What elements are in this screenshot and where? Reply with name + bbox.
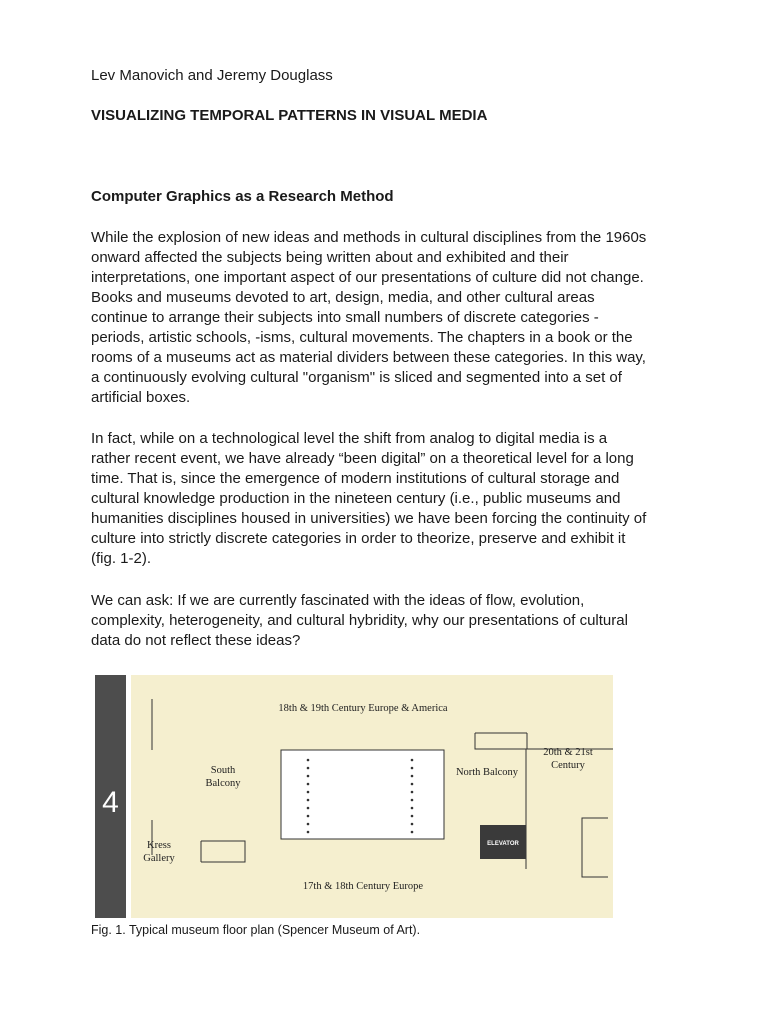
gallery-dot xyxy=(307,783,310,786)
paragraph-line: data do not reflect these ideas? xyxy=(91,632,301,649)
paragraph-line: We can ask: If we are currently fascinated with the ideas of flow, evolution, xyxy=(91,592,585,609)
paragraph-line: a continuously evolving cultural "organism" is sliced and segmented into a set of xyxy=(91,369,622,386)
figure-caption: Fig. 1. Typical museum floor plan (Spencer Museum of Art). xyxy=(91,923,421,937)
label-18th-19th-century: 18th & 19th Century Europe & America xyxy=(278,703,448,714)
label-south-balcony-1: South xyxy=(210,765,236,776)
elevator-label: ELEVATOR xyxy=(487,841,519,847)
paragraph-line: Books and museums devoted to art, design, media, and other cultural areas xyxy=(91,289,595,306)
paragraph-line: rather recent event, we have already “been digital” on a theoretical level for a long xyxy=(91,450,634,467)
section-heading: Computer Graphics as a Research Method xyxy=(91,188,394,205)
gallery-dot xyxy=(411,767,414,770)
gallery-dot xyxy=(307,807,310,810)
floor-number: 4 xyxy=(102,786,119,819)
paragraph-line: humanities disciplines housed in universities) we have been forcing the continuity of xyxy=(91,510,647,527)
gallery-dot xyxy=(411,791,414,794)
paragraph-2 xyxy=(91,429,751,569)
gallery-dot xyxy=(307,767,310,770)
central-gallery xyxy=(281,750,444,839)
paragraph-line: interpretations, one important aspect of our presentations of culture did not change. xyxy=(91,269,644,286)
gallery-dot xyxy=(411,799,414,802)
document-title: VISUALIZING TEMPORAL PATTERNS IN VISUAL MEDIA xyxy=(91,107,488,124)
gallery-dot xyxy=(307,775,310,778)
gallery-dot xyxy=(411,783,414,786)
gallery-dot xyxy=(307,831,310,834)
paragraph-line: onward affected the subjects being written about and exhibited and their xyxy=(91,249,569,266)
paragraph-line: In fact, while on a technological level the shift from analog to digital media is a xyxy=(91,430,608,447)
gallery-dot xyxy=(307,799,310,802)
author-line: Lev Manovich and Jeremy Douglass xyxy=(91,67,333,84)
gallery-dot xyxy=(307,815,310,818)
gallery-dot xyxy=(411,831,414,834)
label-20th-21st-century-2: Century xyxy=(551,760,585,771)
gallery-dot xyxy=(411,759,414,762)
label-kress-gallery-1: Kress xyxy=(147,840,171,851)
paragraph-line: (fig. 1-2). xyxy=(91,550,152,567)
label-kress-gallery-2: Gallery xyxy=(143,853,175,864)
gallery-dot xyxy=(307,759,310,762)
label-north-balcony: North Balcony xyxy=(455,767,519,778)
paragraph-3 xyxy=(91,591,751,651)
paragraph-line: complexity, heterogeneity, and cultural hybridity, why our presentations of cultural xyxy=(91,612,628,629)
label-17th-18th-century: 17th & 18th Century Europe xyxy=(302,881,424,892)
paragraph-line: While the explosion of new ideas and methods in cultural disciplines from the 1960s xyxy=(91,229,647,246)
gallery-dot xyxy=(307,791,310,794)
paragraph-line: cultural knowledge production in the nineteen century (i.e., public museums and xyxy=(91,490,621,507)
paragraph-line: continue to arrange their subjects into small numbers of discrete categories - xyxy=(91,309,599,326)
label-20th-21st-century-1: 20th & 21st xyxy=(543,747,593,758)
gallery-dot xyxy=(307,823,310,826)
museum-floor-plan xyxy=(95,675,613,918)
paragraph-line: rooms of a museums act as material dividers between these categories. In this way, xyxy=(91,349,646,366)
paragraph-line: culture into strictly discrete categories in order to theorize, preserve and exhibit it xyxy=(91,530,626,547)
label-south-balcony-2: Balcony xyxy=(205,778,241,789)
paragraph-line: artificial boxes. xyxy=(91,389,191,406)
gallery-dot xyxy=(411,775,414,778)
paragraph-line: time. That is, since the emergence of modern institutions of cultural storage and xyxy=(91,470,620,487)
paragraph-line: periods, artistic schools, -isms, cultural movements. The chapters in a book or the xyxy=(91,329,633,346)
gallery-dot xyxy=(411,807,414,810)
gallery-dot xyxy=(411,823,414,826)
paragraph-1 xyxy=(91,228,751,408)
gallery-dot xyxy=(411,815,414,818)
